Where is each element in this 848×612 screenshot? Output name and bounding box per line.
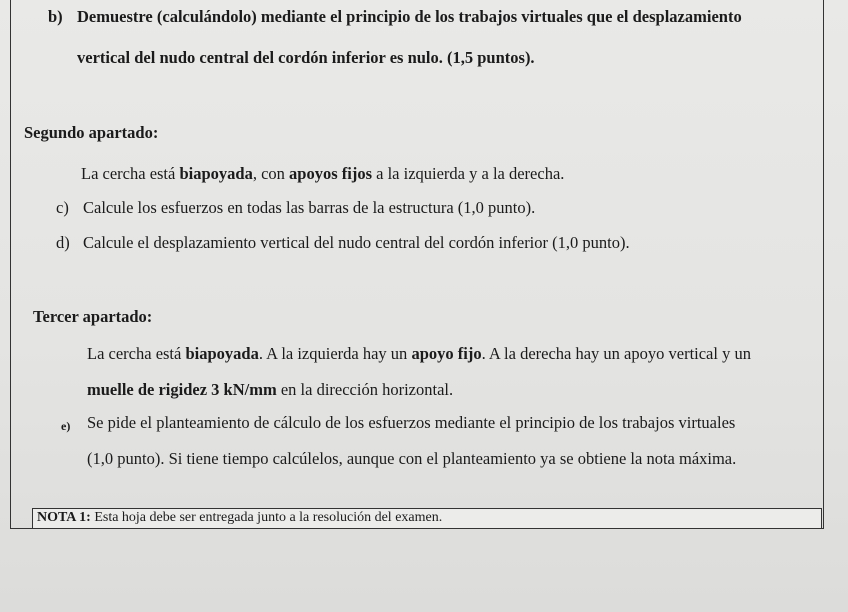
segundo-heading: Segundo apartado: xyxy=(24,123,159,142)
segundo-intro-apoyos-fijos: apoyos fijos xyxy=(289,164,373,183)
segundo-intro-biapoyada: biapoyada xyxy=(179,164,253,183)
tercer-p2 xyxy=(87,380,453,400)
tercer-p2-text: en la dirección horizontal. xyxy=(276,380,454,399)
tercer-p1-text: . A la derecha hay un apoyo vertical y un xyxy=(481,344,751,363)
item-b-line2: vertical del nudo central del cordón inferior es nulo. (1,5 puntos). xyxy=(77,48,535,67)
tercer-p1-text: . A la izquierda hay un xyxy=(258,344,412,363)
item-e-label: e) xyxy=(61,419,71,433)
item-c-text: Calcule los esfuerzos en todas las barras de la estructura (1,0 punto). xyxy=(83,198,536,217)
nota-body: Esta hoja debe ser entregada junto a la resolución del examen. xyxy=(90,510,443,525)
nota-label: NOTA 1: xyxy=(37,510,91,525)
item-e-line2: (1,0 punto). Si tiene tiempo calcúlelos, aunque con el planteamiento ya se obtiene la nota máxima. xyxy=(87,449,737,468)
item-d-text: Calcule el desplazamiento vertical del nudo central del cordón inferior (1,0 punto). xyxy=(83,233,630,252)
tercer-p1 xyxy=(87,344,751,364)
item-c-label: c) xyxy=(56,198,69,217)
tercer-heading: Tercer apartado: xyxy=(33,307,153,326)
tercer-p2-muelle: muelle de rigidez 3 kN/mm xyxy=(87,380,277,399)
segundo-intro-text: La cercha está xyxy=(81,164,180,183)
nota-box xyxy=(32,508,822,529)
item-d-label: d) xyxy=(56,233,70,252)
item-b-line1: Demuestre (calculándolo) mediante el principio de los trabajos virtuales que el desplazamiento xyxy=(77,7,742,26)
tercer-p1-biapoyada: biapoyada xyxy=(185,344,259,363)
item-e-line1: Se pide el planteamiento de cálculo de los esfuerzos mediante el principio de los trabajos virtuales xyxy=(87,413,736,432)
tercer-p1-apoyo-fijo: apoyo fijo xyxy=(411,344,482,363)
item-b-label: b) xyxy=(48,7,63,26)
segundo-intro-text: , con xyxy=(252,164,290,183)
tercer-p1-text: La cercha está xyxy=(87,344,186,363)
segundo-intro-text: a la izquierda y a la derecha. xyxy=(372,164,565,183)
nota-text xyxy=(37,510,442,526)
segundo-intro xyxy=(81,164,564,184)
